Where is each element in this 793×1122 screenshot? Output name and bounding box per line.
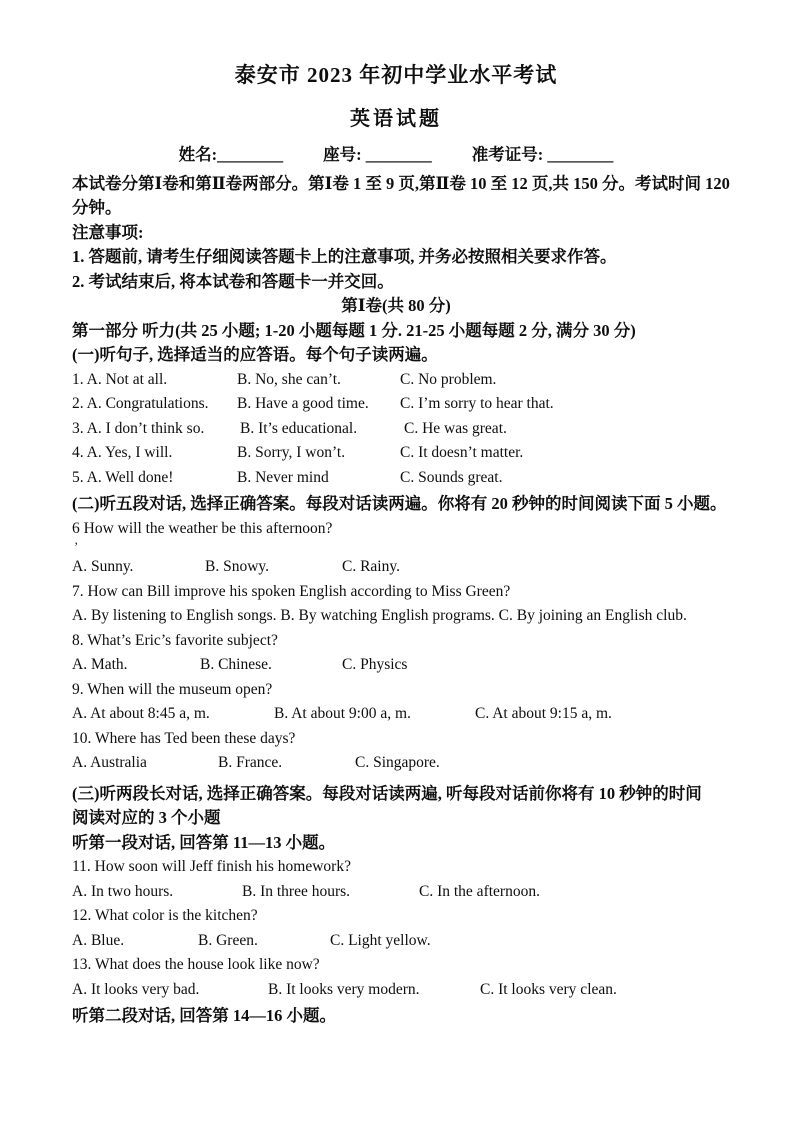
question-12-options (72, 929, 720, 954)
option-c: C. At about 9:15 a, m. (475, 705, 612, 722)
question-13-text: 13. What does the house look like now? (72, 956, 320, 973)
option-c: C. In the afternoon. (419, 882, 540, 900)
notice-item-1: 1. 答题前, 请考生仔细阅读答题卡上的注意事项, 并务必按照相关要求作答。 (72, 247, 617, 266)
option-a: 1. A. Not at all. (72, 370, 168, 388)
question-4-options (72, 441, 720, 466)
question-13-options (72, 978, 720, 1003)
candidate-fields (72, 143, 720, 168)
seat-label: 座号: (323, 145, 362, 164)
question-10-text: 10. Where has Ted been these days? (72, 729, 296, 747)
exam-intro-line-2: 分钟。 (72, 198, 122, 217)
option-c: C. It doesn’t matter. (400, 444, 524, 461)
admission-label: 准考证号: (471, 145, 544, 164)
option-a: A. Math. (72, 656, 128, 673)
question-9-text: 9. When will the museum open? (72, 680, 273, 698)
question-7-text: 7. How can Bill improve his spoken English according to Miss Green? (72, 582, 511, 600)
option-b: B. Sorry, I won’t. (237, 444, 346, 461)
option-b: B. France. (218, 754, 283, 771)
dialog-1-title: 听第一段对话, 回答第 11—13 小题。 (72, 832, 336, 852)
option-c: C. Physics (342, 656, 408, 673)
option-a: 3. A. I don’t think so. (72, 419, 205, 437)
question-10-options (72, 751, 720, 776)
question-7-options: A. By listening to English songs. B. By watching English programs. C. By joining an English club. (72, 607, 687, 624)
section-3-heading-line-2: 阅读对应的 3 个小题 (72, 808, 221, 827)
option-c: C. I’m sorry to hear that. (400, 395, 554, 412)
name-label: 姓名: (178, 145, 218, 164)
question-3-options (72, 417, 720, 442)
option-a: A. In two hours. (72, 882, 174, 900)
option-b: B. Have a good time. (237, 395, 369, 412)
option-c: C. Rainy. (342, 558, 400, 575)
option-b: B. In three hours. (242, 882, 351, 900)
question-11-text: 11. How soon will Jeff finish his homework? (72, 858, 351, 875)
option-b: B. Never mind (237, 468, 329, 486)
paper-subtitle: 英语试题 (350, 108, 442, 130)
dialog-2-title: 听第二段对话, 回答第 14—16 小题。 (72, 1006, 336, 1025)
notice-title: 注意事项: (72, 222, 144, 242)
option-c: C. It looks very clean. (480, 980, 617, 998)
question-5-options (72, 466, 720, 491)
gap-after-question-6 (72, 541, 720, 555)
option-c: C. Singapore. (355, 754, 440, 771)
option-c: C. No problem. (400, 370, 497, 388)
option-b: B. Snowy. (205, 558, 270, 575)
question-12-text: 12. What color is the kitchen? (72, 907, 258, 924)
option-a: 4. A. Yes, I will. (72, 444, 173, 461)
option-a: A. Blue. (72, 931, 125, 949)
question-11-options (72, 880, 720, 905)
section-1-heading: (一)听句子, 选择适当的应答语。每个句子读两遍。 (72, 345, 438, 364)
question-8-options (72, 653, 720, 678)
section-3-heading-line-1: (三)听两段长对话, 选择正确答案。每段对话读两遍, 听每段对话前你将有 10 秒钟的时间 (72, 783, 702, 803)
seat-blank: ________ (365, 145, 432, 164)
question-1-options (72, 368, 720, 393)
question-8-text: 8. What’s Eric’s favorite subject? (72, 631, 278, 649)
option-c: C. He was great. (404, 419, 507, 437)
option-a: 5. A. Well done! (72, 468, 174, 486)
option-b: B. Green. (198, 931, 258, 949)
question-6-text: 6 How will the weather be this afternoon? (72, 519, 333, 537)
option-a: A. It looks very bad. (72, 980, 200, 998)
option-a: A. At about 8:45 a, m. (72, 705, 210, 722)
option-b: B. It looks very modern. (268, 980, 420, 998)
paper-title: 泰安市 2023 年初中学业水平考试 (234, 63, 558, 87)
option-b: B. It’s educational. (240, 419, 358, 437)
part-1-title: 第一部分 听力(共 25 小题; 1-20 小题每题 1 分. 21-25 小题每题 2 分, 满分 30 分) (72, 320, 636, 340)
option-a: 2. A. Congratulations. (72, 395, 209, 412)
option-b: B. At about 9:00 a, m. (274, 705, 411, 722)
stray-scan-mark: ’ (74, 539, 79, 554)
option-c: C. Light yellow. (330, 931, 431, 949)
name-blank: ________ (217, 145, 284, 164)
admission-blank: ________ (547, 145, 614, 164)
question-9-options (72, 702, 720, 727)
section-2-heading: (二)听五段对话, 选择正确答案。每段对话读两遍。你将有 20 秒钟的时间阅读下面 5 小题。 (72, 494, 727, 513)
option-a: A. Sunny. (72, 558, 134, 575)
option-c: C. Sounds great. (400, 468, 503, 486)
exam-intro-line-1: 本试卷分第Ⅰ卷和第Ⅱ卷两部分。第Ⅰ卷 1 至 9 页,第Ⅱ卷 10 至 12 页,共 150 分。考试时间 120 (72, 173, 730, 193)
question-6-options (72, 555, 720, 580)
volume-1-title: 第Ⅰ卷(共 80 分) (341, 296, 451, 315)
question-2-options (72, 392, 720, 417)
option-a: A. Australia (72, 754, 147, 771)
option-b: B. No, she can’t. (237, 370, 341, 388)
notice-item-2: 2. 考试结束后, 将本试卷和答题卡一并交回。 (72, 271, 394, 291)
option-b: B. Chinese. (200, 656, 272, 673)
